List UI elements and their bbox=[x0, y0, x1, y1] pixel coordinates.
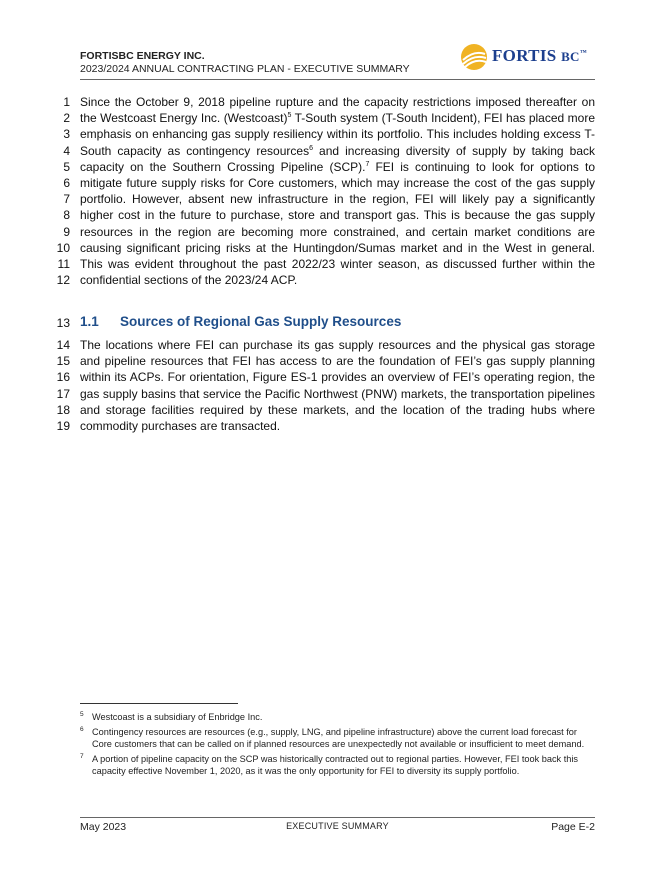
footnote-ref-5: 5 bbox=[287, 112, 292, 120]
line-number: 6 bbox=[63, 175, 70, 190]
para1-text-a: Since the October 9, 2018 pipeline rupture and the capacity restrictions imposed thereafter on the Westcoast Energy Inc. (Westcoast) bbox=[80, 95, 595, 126]
footnote-text: Contingency resources are resources (e.g., supply, LNG, and pipeline infrastructure) above the current load forecast for Core customers that can be called on if planned resources are unexpectedly not available or insufficient to meet demand. bbox=[92, 727, 585, 749]
logo-wordmark bbox=[492, 46, 587, 66]
logo-suffix: BC bbox=[561, 49, 580, 64]
line-number: 3 bbox=[63, 127, 70, 142]
line-number: 11 bbox=[57, 256, 70, 271]
line-number: 18 bbox=[56, 402, 70, 417]
footer-date: May 2023 bbox=[80, 821, 127, 833]
line-numbers-para1 bbox=[40, 94, 70, 288]
line-number: 7 bbox=[63, 192, 70, 207]
line-number: 5 bbox=[63, 159, 70, 174]
fortis-sun-icon bbox=[459, 42, 489, 72]
section-number: 1.1 bbox=[80, 314, 99, 329]
footnote-number: 5 bbox=[80, 711, 84, 718]
footnote-6 bbox=[80, 726, 595, 750]
line-numbers-para2 bbox=[40, 337, 70, 434]
footnote-ref-6: 6 bbox=[309, 144, 313, 152]
section-heading bbox=[80, 314, 401, 329]
page-number: Page E-2 bbox=[551, 821, 595, 833]
line-number: 15 bbox=[56, 354, 70, 369]
header-rule bbox=[80, 79, 595, 80]
paragraph-sources: The locations where FEI can purchase its gas supply resources and the physical gas storage and pipeline resources that FEI has access to are the foundation of FEI’s gas supply planning within its ACPs. For orientation, Figure ES-1 provides an overview of FEI’s operating region, the gas supply basins that service the Pacific Northwest (PNW) markets, the transportation pipelines and storage facilities required by these markets, and the location of the trading hubs where commodity purchases are transacted. bbox=[80, 338, 595, 434]
line-number: 17 bbox=[56, 386, 70, 401]
paragraph-intro bbox=[80, 94, 595, 288]
document-subtitle: 2023/2024 ANNUAL CONTRACTING PLAN - EXECUTIVE SUMMARY bbox=[80, 63, 410, 75]
section-title: Sources of Regional Gas Supply Resources bbox=[120, 314, 402, 329]
para1-text-c: and increasing diversity of supply by taking back capacity on the Southern Crossing Pipeline (SCP). bbox=[80, 143, 596, 174]
line-number: 4 bbox=[63, 143, 70, 158]
footnote-number: 7 bbox=[80, 753, 84, 760]
line-number: 13 bbox=[56, 316, 70, 330]
footer-section: EXECUTIVE SUMMARY bbox=[286, 821, 389, 831]
company-name: FORTISBC ENERGY INC. bbox=[80, 50, 205, 62]
line-number: 14 bbox=[56, 338, 70, 352]
footnote-text: Westcoast is a subsidiary of Enbridge Inc. bbox=[92, 712, 263, 722]
para1-text-b: T-South system (T-South Incident), FEI has placed more emphasis on enhancing gas supply resiliency within its portfolio. This includes holding excess T-South capacity as contingency resources bbox=[80, 111, 595, 158]
line-number: 8 bbox=[63, 208, 70, 223]
footnote-7 bbox=[80, 753, 595, 777]
footnotes bbox=[80, 711, 595, 780]
footnote-number: 6 bbox=[80, 726, 84, 733]
line-number: 12 bbox=[56, 273, 70, 288]
line-number: 2 bbox=[63, 111, 70, 126]
line-number: 1 bbox=[63, 95, 70, 109]
line-number: 19 bbox=[56, 418, 70, 433]
line-number: 16 bbox=[56, 370, 70, 385]
logo-word: FORTIS bbox=[492, 46, 557, 65]
fortisbc-logo bbox=[459, 42, 599, 72]
para1-text-d: FEI is continuing to look for options to mitigate future supply risks for Core customers, which may increase the cost of the gas supply portfolio. However, absent new infrastructure in the region, FEI will likely pay a significantly higher cost in the future to purchase, store and transport gas. This is because the gas supply resources in the region are becoming more constrained, and certain market conditions are causing significant pricing risks at the Huntingdon/Sumas market and in the West in general. This was evident throughout the past 2022/23 winter season, as discussed further within the confidential sections of the 2023/24 ACP. bbox=[80, 159, 595, 288]
footnote-5 bbox=[80, 711, 595, 723]
logo-trademark: ™ bbox=[579, 48, 588, 57]
footnote-ref-7: 7 bbox=[365, 160, 370, 168]
footnote-text: A portion of pipeline capacity on the SCP was historically contracted out to regional parties. However, FEI took back this capacity effective November 1, 2020, as it was the only opportunity for FEI to diversity its supply portfolio. bbox=[92, 754, 579, 776]
line-number: 9 bbox=[63, 224, 70, 239]
line-numbers-section bbox=[40, 315, 70, 331]
footnote-separator bbox=[80, 703, 238, 704]
footer-rule bbox=[80, 817, 595, 818]
line-number: 10 bbox=[56, 240, 70, 255]
